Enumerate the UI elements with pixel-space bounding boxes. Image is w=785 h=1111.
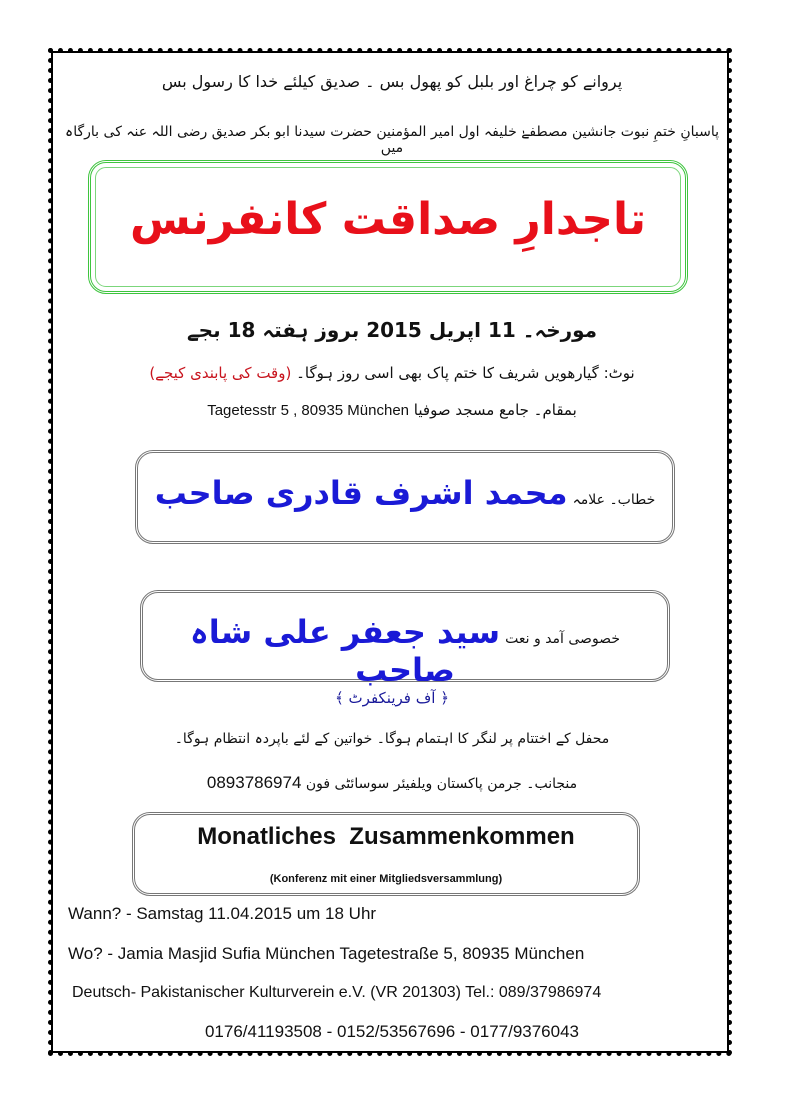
- venue-line: [62, 401, 722, 419]
- conference-title: تاجدارِ صداقت کانفرنس: [129, 194, 646, 245]
- association-line: Deutsch- Pakistanischer Kulturverein e.V. (VR 201303) Tel.: 089/37986974: [72, 984, 602, 1001]
- couplet: پروانے کو چراغ اور بلبل کو پھول بس ۔ صدیق کیلئے خدا کا رسول بس: [161, 72, 623, 91]
- langar-note: محفل کے اختتام پر لنگر کا اہتمام ہوگا۔ خواتین کے لئے باپردہ انتظام ہوگا۔: [174, 731, 610, 747]
- german-title: Monatliches Zusammenkommen: [197, 823, 575, 850]
- speaker2-name: سید جعفر علی شاہ صاحب: [190, 613, 501, 689]
- note-line: [62, 364, 722, 382]
- organizer-line: [62, 773, 722, 793]
- speaker1: [145, 474, 665, 512]
- german-subtitle: (Konferenz mit einer Mitgliedsversammlung): [269, 873, 503, 885]
- organizer-phone: 0893786974: [206, 773, 302, 792]
- speaker1-name: محمد اشرف قادری صاحب: [154, 474, 568, 512]
- date-line: مورخہ۔ 11 اپریل 2015 بروز ہفتہ 18 بجے: [186, 318, 598, 342]
- organizer-label: منجانب۔ جرمن پاکستان ویلفیئر سوسائٹی فون: [305, 776, 578, 792]
- note-highlight: (وقت کی پابندی کیجے): [149, 364, 292, 382]
- speaker1-prefix: خطاب۔ علامہ: [572, 492, 656, 508]
- speaker2-prefix: خصوصی آمد و نعت: [505, 631, 620, 647]
- from-city: ﴿ آف فرینکفرٹ ﴾: [334, 689, 450, 707]
- dedication: پاسبانِ ختمِ نبوت جانشین مصطفےٰ خلیفہ اول امیر المؤمنین حضرت سیدنا ابو بکر صدیق رضی اللہ عنہ کی بارگاہ میں: [65, 124, 719, 156]
- venue-address: Tagetesstr 5 , 80935 München: [207, 402, 410, 419]
- phones-line: 0176/41193508 - 0152/53567696 - 0177/9376043: [204, 1022, 580, 1041]
- when-line: Wann? - Samstag 11.04.2015 um 18 Uhr: [68, 904, 377, 923]
- speaker2: [150, 613, 660, 689]
- where-line: Wo? - Jamia Masjid Sufia München Tagetestraße 5, 80935 München: [68, 944, 585, 963]
- note-text: نوٹ: گیارھویں شریف کا ختم پاک بھی اسی روز ہوگا۔: [296, 364, 635, 382]
- venue-label: بمقام۔ جامع مسجد صوفیا: [413, 401, 577, 419]
